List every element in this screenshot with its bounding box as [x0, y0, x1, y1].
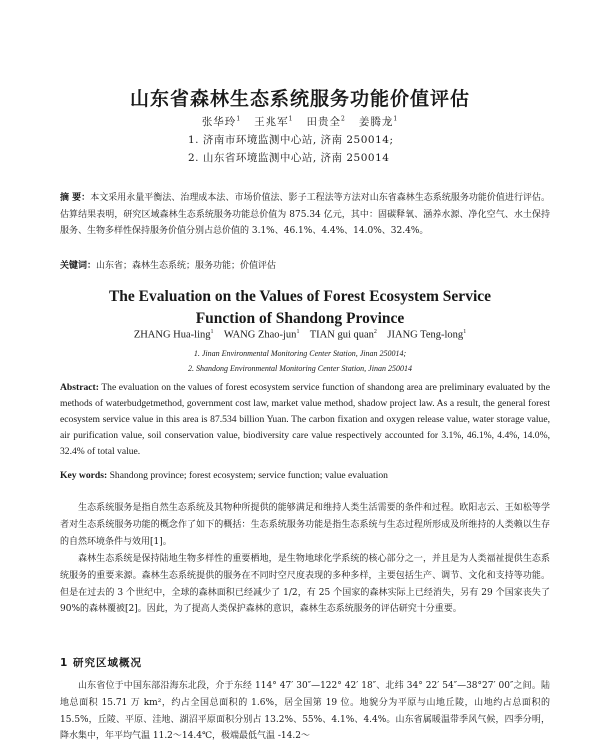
body-paragraph-3: 山东省位于中国东部沿海东北段，介于东经 114° 47′ 30″—122° 42′ 18″、北纬 34° 22′ 54″—38°27′ 00″之间。陆地总面积 15.71 万 km²，约占全国总面积的 1.6%，居全国第 19 位。地貌分为平原与山地丘陵，山地约占总面积的 15.5%，丘陵、平原、洼地、湖沼平原面积分别占 13.2%、55%、4.1%、4.4%。山东省属暖温带季风气候，四季分明，降水集中，年平均气温 11.2～14.4℃，极端最低气温 -14.2～ — [60, 681, 550, 742]
author-name: 张华玲 — [201, 116, 237, 128]
author-affiliation-mark: 1 — [393, 115, 399, 123]
author-name: 田贵全 — [306, 116, 341, 128]
chinese-abstract — [60, 190, 550, 240]
author-affiliation-mark: 1 — [288, 115, 294, 123]
english-affiliation-2: 2. Shandong Environmental Monitoring Center Station, Jinan 250014 — [188, 364, 412, 373]
english-keywords — [60, 470, 550, 481]
section-heading: 1 研究区域概况 — [60, 657, 142, 669]
abstract-text: 本文采用永量平衡法、治理成本法、市场价值法、影子工程法等方法对山东省森林生态系统服务功能价值进行评估。估算结果表明，研究区域森林生态系统服务功能总价值为 875.34 亿元，其中：固碳释氧、涵养水源、净化空气、水土保持服务、生物多样性保持服务价值分别占总价值的 3.1%、46.1%、4.4%、14.0%、32.4%。 — [60, 193, 550, 237]
keywords-label: 关键词： — [60, 261, 97, 271]
body-paragraph-1: 生态系统服务是指自然生态系统及其物种所提供的能够满足和维持人类生活需要的条件和过程。欧阳志云、王如松等学者对生态系统服务功能的概念作了如下的概括：生态系统服务功能是指生态系统与生态过程所形成及所维持的人类赖以生存的自然环境条件与效用[1]。 — [60, 503, 550, 547]
chinese-affiliation-2: 2. 山东省环境监测中心站, 济南 250014 — [188, 152, 390, 164]
abstract-label: 摘 要： — [60, 193, 91, 203]
english-abstract — [60, 380, 550, 460]
author-name: TIAN gui quan — [309, 329, 374, 341]
chinese-affiliation-1: 1. 济南市环境监测中心站, 济南 250014; — [188, 134, 394, 146]
english-authors — [0, 329, 600, 341]
author-name: ZHANG Hua-ling — [133, 329, 211, 341]
chinese-authors — [0, 114, 600, 129]
abstract-text: The evaluation on the values of forest ecosystem service function of shandong area are preliminary evaluated by the methods of waterbudgetmethod, government cost law, market value method, shadow project law. As a result, the general forest ecosystem service value in this area is 87.534 billion Yuan. The carbon fixation and oxygen release value, water storage value, air purification value, soil conservation value, biodiversity care value respectively accounted for 3.1%, 46.1%, 4.4%, 14.0%, 32.4% of total value. — [60, 382, 550, 457]
keywords-text: 山东省；森林生态系统；服务功能；价值评估 — [96, 261, 277, 271]
english-affiliation-1: 1. Jinan Environmental Monitoring Center Station, Jinan 250014; — [193, 349, 407, 358]
author-name: JIANG Teng-long — [387, 329, 464, 341]
body-paragraph-2: 森林生态系统是保持陆地生物多样性的重要栖地，是生物地球化学系统的核心部分之一，并且是为人类福祉提供生态系统服务的重要来源。森林生态系统提供的服务在不同时空尺度表现的多种多样，主要包括生产、调节、文化和支持等功能。但是在过去的 3 个世纪中，全球的森林面积已经减少了 1/2，有 25 个国家的森林实际上已经消失，另有 29 个国家丧失了 90%的森林覆被[2]。因此，为了提高人类保护森林的意识，森林生态系统服务的评估研究十分重要。 — [60, 554, 550, 615]
keywords-label: Key words: — [60, 470, 108, 481]
author-affiliation-mark: 1 — [463, 329, 467, 335]
english-title-line-1: The Evaluation on the Values of Forest Ecosystem Service — [108, 288, 492, 305]
author-affiliation-mark: 1 — [210, 329, 214, 335]
author-name: 姜腾龙 — [358, 116, 394, 128]
author-affiliation-mark: 2 — [373, 329, 377, 335]
author-name: WANG Zhao-jun — [223, 329, 297, 341]
abstract-label: Abstract: — [60, 382, 99, 393]
author-affiliation-mark: 2 — [341, 115, 346, 123]
author-affiliation-mark: 1 — [296, 329, 300, 335]
english-title-line-2: Function of Shandong Province — [195, 310, 405, 327]
chinese-keywords — [60, 258, 550, 271]
keywords-text: Shandong province; forest ecosystem; service function; value evaluation — [109, 470, 388, 481]
english-title — [0, 286, 600, 330]
author-affiliation-mark: 1 — [236, 115, 242, 123]
chinese-title: 山东省森林生态系统服务功能价值评估 — [129, 88, 470, 110]
author-name: 王兆军 — [254, 116, 289, 128]
